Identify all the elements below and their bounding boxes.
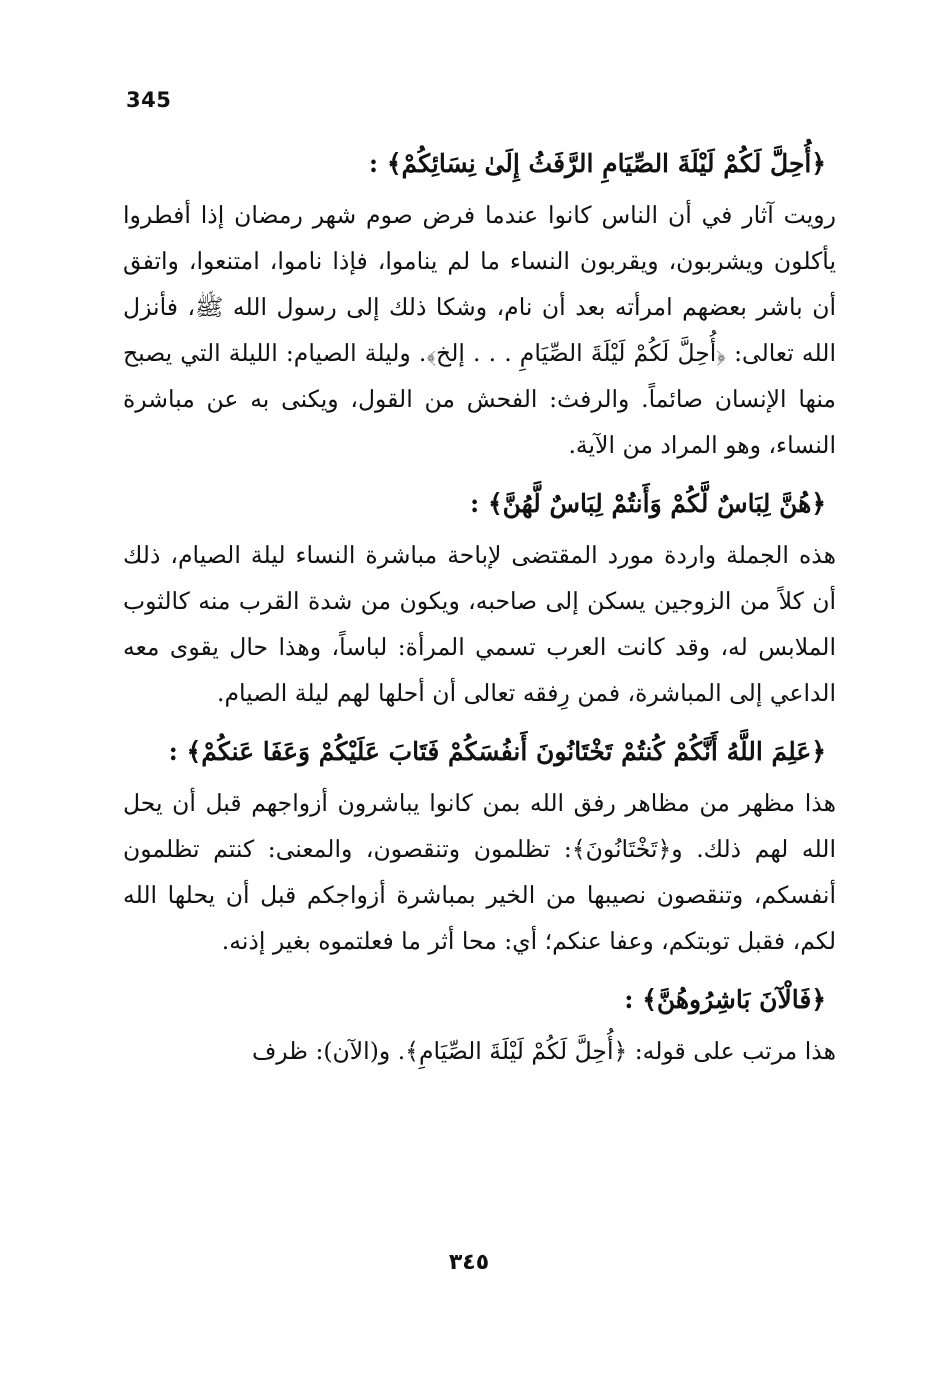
page-body: [123, 138, 836, 1074]
verse-heading: ﴿أُحِلَّ لَكُمْ لَيْلَةَ الصِّيَامِ الرَّفَثُ إِلَىٰ نِسَائِكُمْ﴾ :: [368, 149, 826, 178]
page-number-bottom: ٣٤٥: [448, 1250, 490, 1275]
page-number-top: 345: [126, 88, 172, 112]
commentary-paragraph: هذا مظهر من مظاهر رفق الله بمن كانوا يباشرون أزواجهم قبل أن يحل الله لهم ذلك. و﴿تَخْتَانُونَ﴾: تظلمون وتنقصون، والمعنى: كنتم تظلمون أنفسكم، وتنقصون نصيبها من الخير بمباشرة أزواجكم قبل أن يحلها الله لكم، فقبل توبتكم، وعفا عنكم؛ أي: محا أثر ما فعلتموه بغير إذنه.: [123, 789, 836, 955]
commentary-paragraph: رويت آثار في أن الناس كانوا عندما فرض صوم شهر رمضان إذا أفطروا يأكلون ويشربون، ويقربون النساء ما لم يناموا، فإذا ناموا، امتنعوا، واتفق أن باشر بعضهم امرأته بعد أن نام، وشكا ذلك إلى رسول الله ﷺ، فأنزل الله تعالى: ﴿أُحِلَّ لَكُمْ لَيْلَةَ الصِّيَامِ . . . إلخ﴾. وليلة الصيام: الليلة التي يصبح منها الإنسان صائماً. والرفث: الفحش من القول، ويكنى به عن مباشرة النساء، وهو المراد من الآية.: [123, 201, 836, 459]
commentary-paragraph: هذا مرتب على قوله: ﴿أُحِلَّ لَكُمْ لَيْلَةَ الصِّيَامِ﴾. و(الآن): ظرف: [251, 1037, 836, 1065]
verse-heading: ﴿هُنَّ لِبَاسٌ لَّكُمْ وَأَنتُمْ لِبَاسٌ لَّهُنَّ﴾ :: [470, 489, 826, 518]
commentary-paragraph: هذه الجملة واردة مورد المقتضى لإباحة مباشرة النساء ليلة الصيام، ذلك أن كلاً من الزوجين يسكن إلى صاحبه، ويكون من شدة القرب منه كالثوب الملابس له، وقد كانت العرب تسمي المرأة: لباساً، وهذا حال يقوى معه الداعي إلى المباشرة، فمن رِفقه تعالى أن أحلها لهم ليلة الصيام.: [123, 541, 836, 707]
verse-heading: ﴿فَالْآنَ بَاشِرُوهُنَّ﴾ :: [624, 985, 826, 1014]
verse-heading: ﴿عَلِمَ اللَّهُ أَنَّكُمْ كُنتُمْ تَخْتَانُونَ أَنفُسَكُمْ فَتَابَ عَلَيْكُمْ وَعَفَا عَنكُمْ﴾ :: [168, 737, 826, 766]
